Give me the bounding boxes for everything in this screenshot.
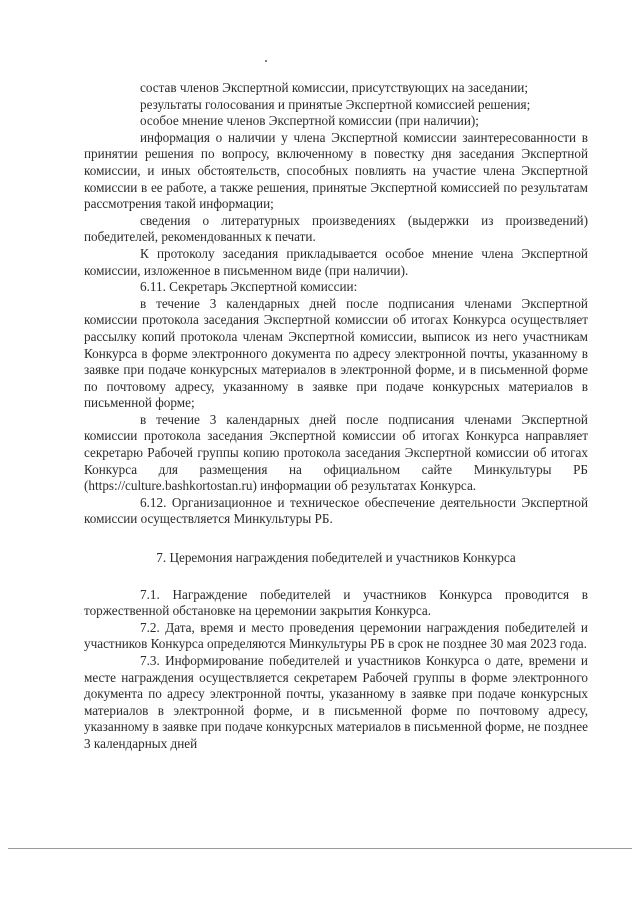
paragraph: в течение 3 календарных дней после подписания членами Экспертной комиссии протокола заседания Экспертной комиссии об итогах Конкурса направляет секретарю Рабочей группы копию протокола заседания Экспертной комиссии об итогах Конкурса для размещения на официальном сайте Минкультуры РБ (https://culture.bashkortostan.ru) информации об результатах Конкурса. xyxy=(84,411,588,494)
section-heading: 7. Церемония награждения победителей и участников Конкурса xyxy=(156,550,516,566)
paragraph: К протоколу заседания прикладывается особое мнение члена Экспертной комиссии, изложенное в письменном виде (при наличии). xyxy=(84,245,588,278)
paragraph: 6.12. Организационное и техническое обеспечение деятельности Экспертной комиссии осуществляется Минкультуры РБ. xyxy=(84,494,588,527)
paragraph: в течение 3 календарных дней после подписания членами Экспертной комиссии протокола заседания Экспертной комиссии об итогах Конкурса осуществляет рассылку копий протокола членам Экспертной комиссии, выписок из него участникам Конкурса в форме электронного документа по адресу электронной почты, указанному в заявке при подаче конкурсных материалов в электронной форме, и в письменной форме по почтовому адресу, указанному в заявке при подаче конкурсных материалов в письменной форме; xyxy=(84,295,588,411)
paragraph: сведения о литературных произведениях (выдержки из произведений) победителей, рекомендованных к печати. xyxy=(84,212,588,245)
paragraph: особое мнение членов Экспертной комиссии (при наличии); xyxy=(140,113,479,129)
paragraph: информация о наличии у члена Экспертной комиссии заинтересованности в принятии решения по вопросу, включенному в повестку дня заседания Экспертной комиссии, и иных обстоятельств, способных повлиять на участие члена Экспертной комиссии в ее работе, а также решения, принятые Экспертной комиссией по результатам рассмотрения такой информации; xyxy=(84,129,588,212)
paragraph: 6.11. Секретарь Экспертной комиссии: xyxy=(140,279,358,295)
scan-speck xyxy=(265,60,267,62)
paragraph: результаты голосования и принятые Экспертной комиссией решения; xyxy=(140,96,531,112)
paragraph: 7.3. Информирование победителей и участников Конкурса о дате, времени и месте награждения осуществляется секретарем Рабочей группы в форме электронного документа по адресу электронной почты, указанному в заявке при подаче конкурсных материалов в электронной форме, и в письменной форме по почтовому адресу, указанному в заявке при подаче конкурсных материалов в письменной форме, не позднее 3 календарных дней xyxy=(84,653,588,751)
paragraph: 7.2. Дата, время и место проведения церемонии награждения победителей и участников Конкурса определяются Минкультуры РБ в срок не позднее 30 мая 2023 года. xyxy=(84,619,588,652)
page-edge-line xyxy=(8,848,632,849)
document-body xyxy=(84,80,588,753)
paragraph: 7.1. Награждение победителей и участников Конкурса проводится в торжественной обстановке на церемонии закрытия Конкурса. xyxy=(84,586,588,619)
paragraph: состав членов Экспертной комиссии, присутствующих на заседании; xyxy=(140,80,529,95)
